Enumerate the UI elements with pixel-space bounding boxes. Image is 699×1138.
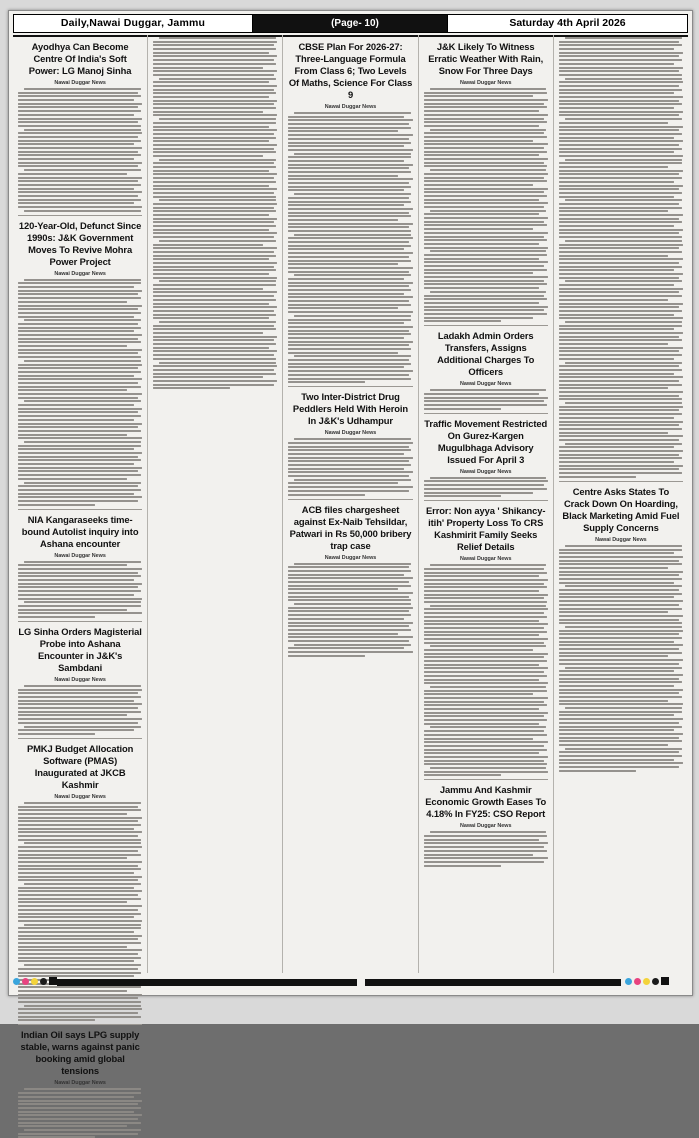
article-body-text [18, 88, 142, 212]
article-headline: Two Inter-District Drug Peddlers Held With Heroin In J&K's Udhampur [292, 391, 409, 427]
article-headline: Traffic Movement Restricted On Gurez-Kargen Mugulbhaga Advisory Issued For April 3 [424, 417, 548, 465]
registration-dot [31, 978, 38, 985]
registration-dot [652, 978, 659, 985]
article-byline: Nawai Duggar News [324, 430, 377, 437]
article-byline: Nawai Duggar News [459, 823, 512, 830]
article-headline: PMKJ Budget Allocation Software (PMAS) Inaugurated at JKCB Kashmir [26, 742, 134, 790]
article-body-text [424, 564, 548, 776]
news-column [282, 35, 417, 973]
article-byline: Nawai Duggar News [459, 468, 512, 475]
article-byline: Nawai Duggar News [54, 676, 106, 683]
article-body-text [424, 477, 548, 497]
news-column [147, 35, 282, 973]
masthead-publication: Daily,Nawai Duggar, Jammu [60, 17, 206, 29]
footer-bar-left [57, 979, 357, 986]
article-divider [559, 481, 683, 482]
registration-square [661, 977, 669, 985]
column-container [13, 35, 688, 1087]
footer-bar-right [365, 979, 621, 986]
page-footer [13, 975, 688, 993]
footer-registration-dots-left [13, 977, 57, 985]
article-body-text [288, 438, 412, 495]
news-column [13, 35, 147, 1087]
article-body-text [424, 389, 548, 409]
footer-registration-dots-right [625, 977, 669, 985]
article-body-text [288, 112, 412, 383]
article-divider [424, 413, 548, 414]
registration-square [49, 977, 57, 985]
article-divider [18, 1024, 142, 1025]
article-body-text [18, 561, 142, 618]
registration-dot [634, 978, 641, 985]
article-headline: LG Sinha Orders Magisterial Probe into Ashana Encounter in J&K's Sambdani [18, 625, 142, 673]
article-divider [18, 509, 142, 510]
registration-dot [22, 978, 29, 985]
registration-dot [40, 978, 47, 985]
registration-dot [625, 978, 632, 985]
article-byline: Nawai Duggar News [459, 381, 512, 388]
news-column [418, 35, 553, 973]
page-sheet [8, 10, 693, 1087]
article-byline: Nawai Duggar News [54, 80, 106, 86]
article-byline: Nawai Duggar News [324, 554, 377, 561]
article-headline: ACB files chargesheet against Ex-Naib Tehsildar, Patwari in Rs 50,000 bribery trap case [289, 503, 412, 551]
article-byline: Nawai Duggar News [324, 104, 377, 110]
article-body-text [559, 545, 683, 772]
article-divider [288, 386, 412, 387]
article-body-text [18, 279, 142, 506]
article-headline: Ladakh Admin Orders Transfers, Assigns Additional Charges To Officers [437, 330, 535, 378]
article-headline: J&K Likely To Witness Erratic Weather With Rain, Snow For Three Days [428, 41, 544, 76]
article-headline: Indian Oil says LPG supply stable, warns against panic booking amid global tensions [20, 1029, 140, 1077]
article-headline: Ayodhya Can Become Centre Of India's Soft Power: LG Manoj Sinha [28, 41, 132, 76]
article-byline: Nawai Duggar News [54, 1080, 106, 1087]
masthead-page-label: (Page- 10) [331, 18, 379, 29]
article-byline: Nawai Duggar News [54, 793, 106, 800]
article-headline: 120-Year-Old, Defunct Since 1990s: J&K Government Moves To Revive Mohra Power Project [18, 219, 142, 267]
article-headline: CBSE Plan For 2026-27: Three-Language Formula From Class 6; Two Levels Of Maths, Science For Class 9 [288, 41, 413, 100]
article-divider [424, 500, 548, 501]
article-byline: Nawai Duggar News [54, 552, 106, 559]
masthead-date-box [447, 15, 687, 32]
article-body-text [18, 1088, 142, 1138]
article-divider [18, 215, 142, 216]
registration-dot [13, 978, 20, 985]
article-byline: Nawai Duggar News [595, 536, 647, 543]
registration-dot [643, 978, 650, 985]
article-divider [18, 738, 142, 739]
article-divider [424, 779, 548, 780]
article-body-text [18, 685, 142, 735]
article-body-text [153, 37, 277, 389]
article-divider [18, 621, 142, 622]
article-byline: Nawai Duggar News [54, 270, 106, 277]
article-divider [424, 325, 548, 326]
article-headline: NIA Kangaraseeks time-bound Autolist inquiry into Ashana encounter [21, 513, 139, 549]
article-body-text [424, 88, 548, 322]
article-headline: Error: Non ayya ' Shikancy-itih' Property Loss To CRS Kashmirit Family Seeks Relief Details [426, 505, 546, 553]
article-headline: Centre Asks States To Crack Down On Hoarding, Black Marketing Amid Fuel Supply Concerns [562, 485, 680, 533]
masthead-publication-box [14, 15, 253, 32]
article-body-text [559, 37, 683, 478]
news-column [553, 35, 688, 973]
article-byline: Nawai Duggar News [459, 556, 512, 563]
article-divider [288, 499, 412, 500]
masthead-date: Saturday 4th April 2026 [509, 17, 626, 29]
article-headline: Jammu And Kashmir Economic Growth Eases To 4.18% In FY25: CSO Report [425, 784, 547, 820]
article-byline: Nawai Duggar News [459, 80, 512, 86]
article-body-text [424, 831, 548, 866]
article-body-text [288, 563, 412, 657]
masthead [13, 14, 688, 33]
